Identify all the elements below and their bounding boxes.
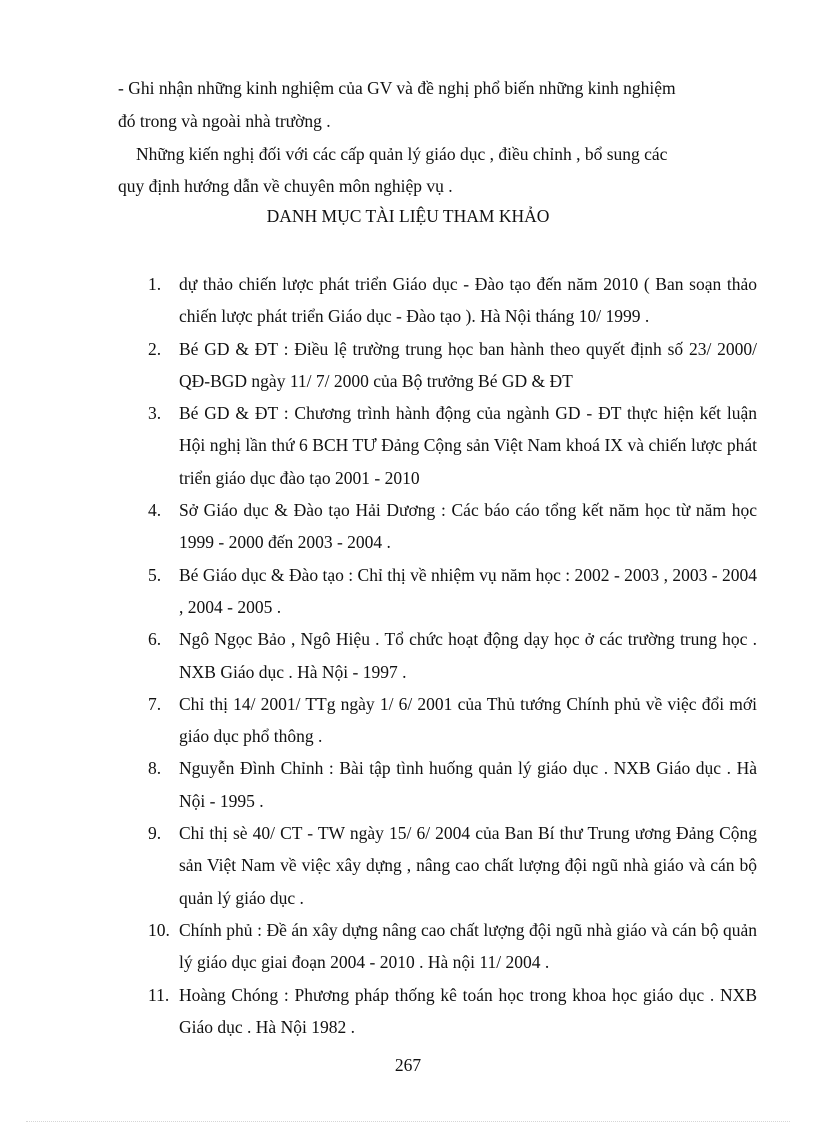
reference-text: Chính phủ : Đề án xây dựng nâng cao chất lượng đội ngũ nhà giáo và cán bộ quản lý giáo dục giai đoạn 2004 - 2010 . Hà nội 11/ 2004 .: [179, 919, 757, 973]
reference-text: Bé Giáo dục & Đào tạo : Chỉ thị về nhiệm vụ năm học : 2002 - 2003 , 2003 - 2004 , 2004 - 2005 .: [179, 564, 757, 617]
reference-text: Bé GD & ĐT : Điều lệ trường trung học ban hành theo quyết định số 23/ 2000/ QĐ-BGD ngày 11/ 7/ 2000 của Bộ trưởng Bé GD & ĐT: [179, 338, 757, 391]
intro-line: quy định hướng dẫn về chuyên môn nghiệp vụ .: [118, 176, 453, 196]
reference-number: 10.: [148, 919, 170, 940]
reference-number: 11.: [148, 984, 170, 1005]
reference-text: Ngô Ngọc Bảo , Ngô Hiệu . Tổ chức hoạt động dạy học ở các trường trung học . NXB Giáo dục . Hà Nội - 1997 .: [179, 629, 757, 682]
reference-item: [0, 397, 816, 494]
intro-line: Những kiến nghị đối với các cấp quản lý giáo dục , điều chỉnh , bổ sung các: [136, 144, 668, 164]
reference-number: 4.: [148, 500, 162, 521]
reference-text: dự thảo chiến lược phát triển Giáo dục - Đào tạo đến năm 2010 ( Ban soạn thảo chiến lược phát triển Giáo dục - Đào tạo ). Hà Nội tháng 10/ 1999 .: [179, 274, 757, 327]
reference-text: Chỉ thị sè 40/ CT - TW ngày 15/ 6/ 2004 của Ban Bí thư Trung ương Đảng Cộng sản Việt Nam về việc xây dựng , nâng cao chất lượng đội ngũ nhà giáo và cán bộ quản lý giáo dục .: [179, 823, 757, 908]
reference-text: Sở Giáo dục & Đào tạo Hải Dương : Các báo cáo tổng kết năm học từ năm học 1999 - 2000 đến 2003 - 2004 .: [179, 500, 757, 553]
reference-item: [0, 333, 816, 398]
reference-number: 9.: [148, 823, 162, 844]
reference-number: 8.: [148, 758, 162, 779]
reference-number: 6.: [148, 629, 162, 650]
reference-text: Chỉ thị 14/ 2001/ TTg ngày 1/ 6/ 2001 của Thủ tướng Chính phủ về việc đổi mới giáo dục phổ thông .: [179, 693, 757, 747]
reference-item: [0, 623, 816, 688]
reference-list: [0, 268, 816, 1043]
reference-item: [0, 494, 816, 559]
page-bottom-rule: [26, 1121, 790, 1122]
reference-text: Hoàng Chóng : Phương pháp thống kê toán học trong khoa học giáo dục . NXB Giáo dục . Hà Nội 1982 .: [179, 984, 757, 1037]
reference-item: [0, 979, 816, 1044]
reference-number: 2.: [148, 338, 162, 359]
intro-line: - Ghi nhận những kinh nghiệm của GV và đề nghị phổ biến những kinh nghiệm: [118, 78, 676, 98]
reference-item: [0, 817, 816, 914]
reference-item: [0, 268, 816, 333]
reference-number: 7.: [148, 693, 162, 714]
page-number: 267: [394, 1055, 422, 1075]
references-heading: DANH MỤC TÀI LIỆU THAM KHẢO: [266, 206, 550, 226]
reference-text: Bé GD & ĐT : Chương trình hành động của ngành GD - ĐT thực hiện kết luận Hội nghị lần thứ 6 BCH TƯ Đảng Cộng sản Việt Nam khoá IX và chiến lược phát triển giáo dục đào tạo 2001 - 2010: [179, 403, 757, 488]
reference-number: 1.: [148, 274, 162, 294]
reference-number: 3.: [148, 403, 162, 424]
reference-text: Nguyễn Đình Chỉnh : Bài tập tình huống quản lý giáo dục . NXB Giáo dục . Hà Nội - 1995 .: [179, 758, 757, 811]
intro-line: đó trong và ngoài nhà trường .: [118, 111, 331, 131]
reference-item: [0, 914, 816, 979]
reference-number: 5.: [148, 564, 162, 585]
reference-item: [0, 752, 816, 817]
reference-item: [0, 688, 816, 753]
reference-item: [0, 559, 816, 624]
